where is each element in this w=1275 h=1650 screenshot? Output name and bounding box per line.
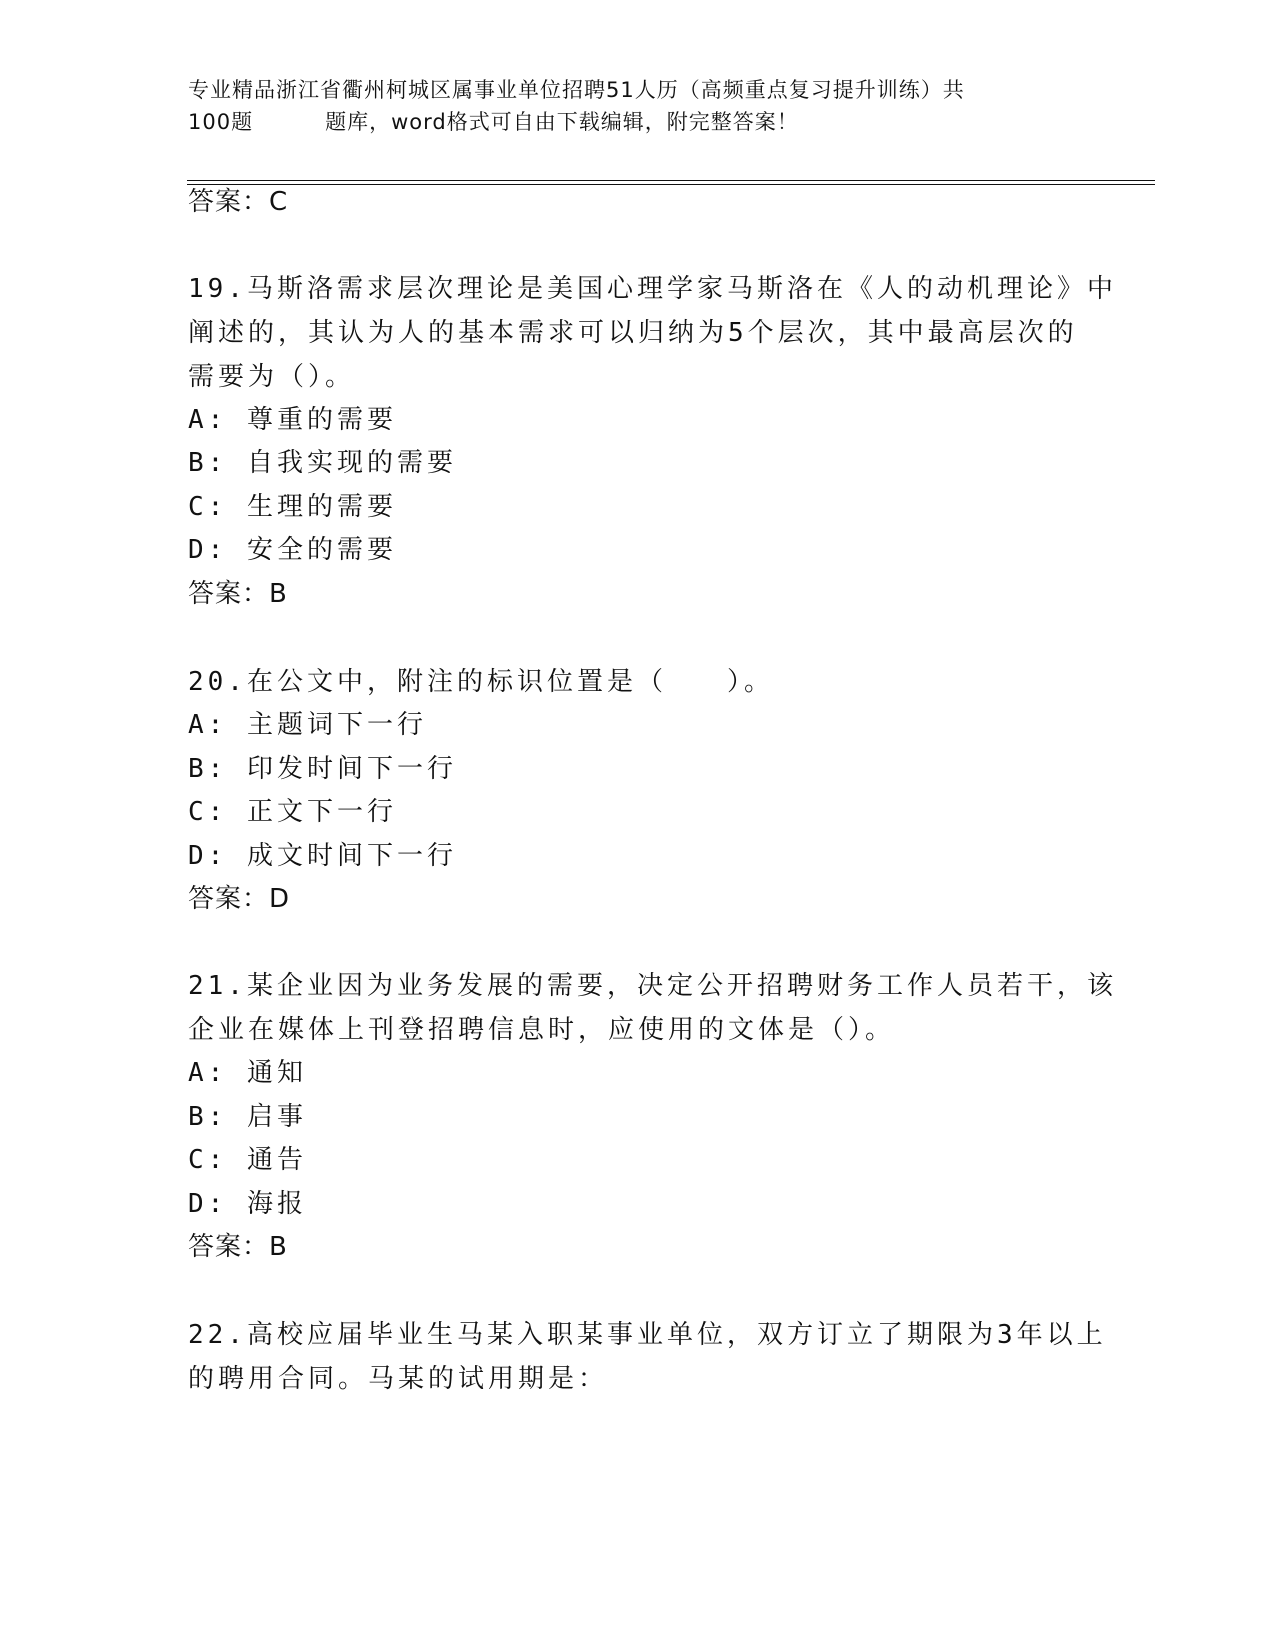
option-d: D: 海报 — [188, 1189, 307, 1219]
option-c: C: 生理的需要 — [188, 492, 397, 522]
header-divider-bottom — [187, 184, 1155, 185]
question-stem-line: 阐述的，其认为人的基本需求可以归纳为5个层次，其中最高层次的 — [188, 318, 1078, 348]
option-b: B: 印发时间下一行 — [188, 754, 457, 784]
option-b: B: 自我实现的需要 — [188, 448, 457, 478]
header-line-1: 专业精品浙江省衢州柯城区属事业单位招聘51人历（高频重点复习提升训练）共 — [188, 78, 965, 102]
answer: 答案：D — [188, 884, 291, 914]
answer: 答案：B — [188, 1232, 288, 1262]
header-question-count: 100题 — [188, 110, 254, 134]
option-a: A: 尊重的需要 — [188, 405, 397, 435]
option-d: D: 安全的需要 — [188, 535, 397, 565]
header-line-2 — [188, 106, 1088, 138]
option-a: A: 主题词下一行 — [188, 710, 427, 740]
question-stem-line: 22.高校应届毕业生马某入职某事业单位，双方订立了期限为3年以上 — [188, 1320, 1107, 1350]
question-stem-line: 21.某企业因为业务发展的需要，决定公开招聘财务工作人员若干，该 — [188, 971, 1117, 1001]
option-c: C: 通告 — [188, 1145, 307, 1175]
page-header — [188, 74, 1088, 138]
question-stem-line: 的聘用合同。马某的试用期是： — [188, 1364, 609, 1394]
question-stem-line: 企业在媒体上刊登招聘信息时，应使用的文体是（）。 — [188, 1015, 896, 1045]
answer: 答案：B — [188, 579, 288, 609]
option-d: D: 成文时间下一行 — [188, 841, 457, 871]
option-a: A: 通知 — [188, 1058, 307, 1088]
option-c: C: 正文下一行 — [188, 797, 397, 827]
question-stem-line: 需要为（）。 — [188, 362, 356, 392]
prev-answer: 答案：C — [188, 187, 289, 217]
header-divider-top — [187, 180, 1155, 181]
header-description: 题库，word格式可自由下载编辑，附完整答案！ — [325, 110, 799, 134]
question-stem-line: 20.在公文中，附注的标识位置是（ ）。 — [188, 667, 774, 697]
question-stem-line: 19.马斯洛需求层次理论是美国心理学家马斯洛在《人的动机理论》中 — [188, 274, 1117, 304]
option-b: B: 启事 — [188, 1102, 307, 1132]
